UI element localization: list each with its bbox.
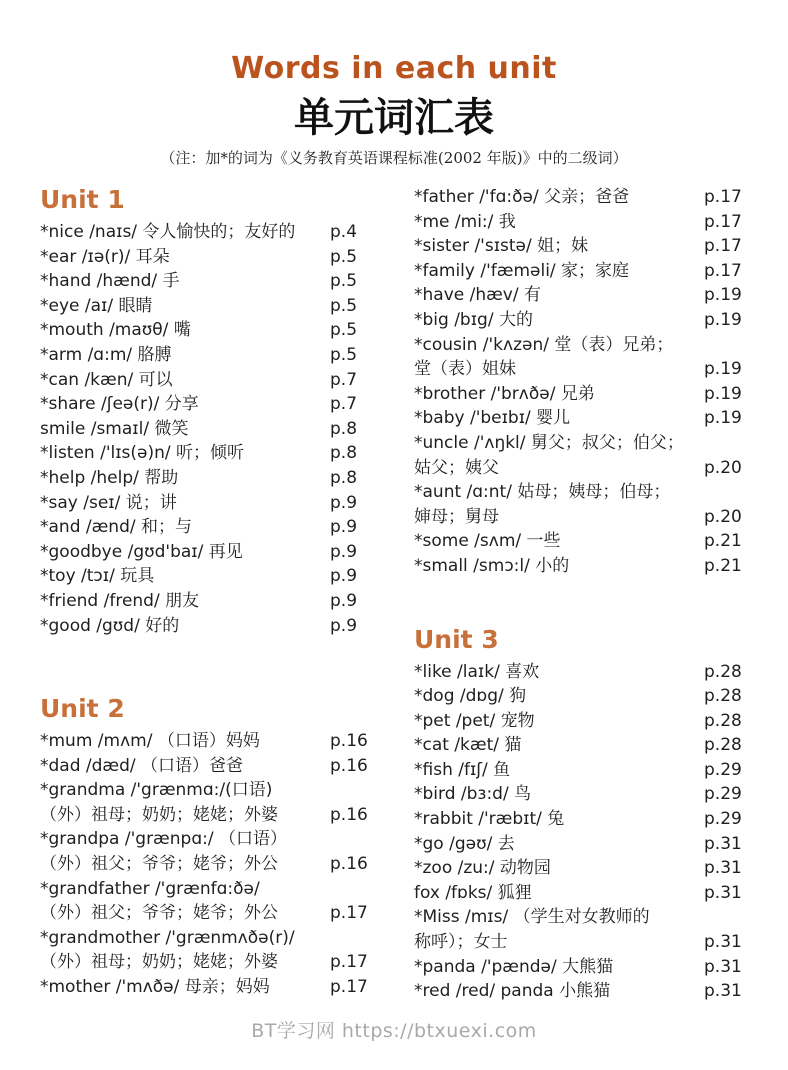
word-entry xyxy=(414,709,748,734)
word-entry-line xyxy=(414,357,748,382)
word-text: *ear /ɪə(r)/ 耳朵 xyxy=(40,246,170,267)
word-text: 婶母；舅母 xyxy=(414,506,499,527)
word-text: （外）祖母；奶奶；姥姥；外婆 xyxy=(40,804,278,825)
unit-header-unit-1: Unit 1 xyxy=(40,185,125,214)
word-text: *uncle /'ʌŋkl/ 舅父；叔父；伯父； xyxy=(414,432,684,453)
word-entry-line xyxy=(40,589,374,614)
word-entry-line xyxy=(40,778,374,803)
word-text: *can /kæn/ 可以 xyxy=(40,369,173,390)
word-entry-line xyxy=(40,950,374,975)
word-entry-line xyxy=(414,185,748,210)
word-entry xyxy=(40,392,374,417)
word-text: smile /smaɪl/ 微笑 xyxy=(40,418,189,439)
word-text: *goodbye /gʊd'baɪ/ 再见 xyxy=(40,541,243,562)
word-text: *share /ʃeə(r)/ 分享 xyxy=(40,394,199,415)
word-entry xyxy=(414,283,748,308)
page-number: p.19 xyxy=(704,285,742,306)
word-entry-line xyxy=(40,220,374,245)
page-number: p.5 xyxy=(330,344,358,365)
word-text: *red /red/ panda 小熊猫 xyxy=(414,981,611,1002)
word-text: *grandfather /'grænfɑ:ðə/ xyxy=(40,878,260,899)
word-text: *eye /aɪ/ 眼睛 xyxy=(40,295,153,316)
word-text: *go /gəʊ/ 去 xyxy=(414,833,515,854)
word-text: *panda /'pændə/ 大熊猫 xyxy=(414,956,614,977)
word-entry-line xyxy=(40,294,374,319)
unit-header-unit-2: Unit 2 xyxy=(40,694,125,724)
word-entry-line xyxy=(40,975,374,1000)
word-entry xyxy=(40,318,374,343)
word-text: *grandmother /'grænmʌðə(r)/ xyxy=(40,927,295,948)
word-text: *dog /dɒg/ 狗 xyxy=(414,686,527,707)
word-entry-line xyxy=(414,406,748,431)
word-entry-line xyxy=(40,318,374,343)
word-entry-line xyxy=(414,259,748,284)
word-entry xyxy=(40,515,374,540)
word-text: *good /gʊd/ 好的 xyxy=(40,615,180,636)
word-text: *mother /'mʌðə/ 母亲；妈妈 xyxy=(40,977,270,998)
word-text: 称呼）；女士 xyxy=(414,932,508,953)
page-number: p.16 xyxy=(330,755,368,776)
page-number: p.31 xyxy=(704,858,742,879)
word-entry xyxy=(40,441,374,466)
page-number: p.17 xyxy=(704,236,742,257)
page-number: p.5 xyxy=(330,320,358,341)
word-entry-line xyxy=(40,926,374,951)
word-entry xyxy=(40,975,374,1000)
word-text: *mouth /maʊθ/ 嘴 xyxy=(40,320,191,341)
page-number: p.29 xyxy=(704,759,742,780)
word-entry xyxy=(414,807,748,832)
word-text: （外）祖母；奶奶；姥姥；外婆 xyxy=(40,952,278,973)
word-entry xyxy=(40,368,374,393)
page-number: p.31 xyxy=(704,956,742,977)
right-column xyxy=(414,185,748,1004)
word-entry-line xyxy=(414,684,748,709)
word-text: *family /'fæməli/ 家；家庭 xyxy=(414,260,630,281)
word-text: *bird /bɜ:d/ 鸟 xyxy=(414,784,532,805)
page-number: p.19 xyxy=(704,309,742,330)
word-text: *toy /tɔɪ/ 玩具 xyxy=(40,566,155,587)
word-entry-line xyxy=(40,564,374,589)
page-number: p.17 xyxy=(704,211,742,232)
page-number: p.5 xyxy=(330,271,358,292)
unit-header-unit-3: Unit 3 xyxy=(414,624,499,654)
page-number: p.28 xyxy=(704,710,742,731)
word-text: *rabbit /'ræbɪt/ 兔 xyxy=(414,809,565,830)
word-entry xyxy=(40,343,374,368)
page-number: p.7 xyxy=(330,369,358,390)
word-entry-line xyxy=(40,827,374,852)
word-entry xyxy=(40,491,374,516)
word-entry xyxy=(414,758,748,783)
word-entry-line xyxy=(40,245,374,270)
word-entry-line xyxy=(414,881,748,906)
word-entry-line xyxy=(40,803,374,828)
word-entry xyxy=(40,827,374,876)
word-text: *pet /pet/ 宠物 xyxy=(414,710,535,731)
word-entry-line xyxy=(414,979,748,1004)
word-text: *friend /frend/ 朋友 xyxy=(40,590,200,611)
word-entry xyxy=(414,382,748,407)
page-number: p.17 xyxy=(704,187,742,207)
word-entry-line xyxy=(414,758,748,783)
word-entry xyxy=(414,259,748,284)
word-entry-line xyxy=(414,333,748,358)
page-title: Words in each unit xyxy=(231,51,557,86)
page-number: p.9 xyxy=(330,541,358,562)
page-number: p.9 xyxy=(330,492,358,513)
word-text: *grandma /'grænmɑ:/(口语) xyxy=(40,780,273,801)
word-entry xyxy=(40,729,374,754)
word-text: （外）祖父；爷爷；姥爷；外公 xyxy=(40,903,278,924)
word-entry-line xyxy=(40,877,374,902)
word-entry xyxy=(40,564,374,589)
page-subtitle-chinese: 单元词汇表 xyxy=(294,94,494,141)
word-entry-line xyxy=(40,392,374,417)
word-text: *nice /naɪs/ 令人愉快的；友好的 xyxy=(40,222,296,242)
word-entry xyxy=(40,926,374,975)
page-number: p.21 xyxy=(704,531,742,552)
word-text: *arm /ɑ:m/ 胳膊 xyxy=(40,344,172,365)
word-text: *listen /'lɪs(ə)n/ 听；倾听 xyxy=(40,443,245,464)
page-number: p.20 xyxy=(704,506,742,527)
word-entry-line xyxy=(40,515,374,540)
word-entry xyxy=(414,782,748,807)
page-number: p.16 xyxy=(330,731,368,752)
word-entry xyxy=(414,979,748,1004)
word-entry xyxy=(414,406,748,431)
word-entry xyxy=(414,431,748,480)
word-text: *Miss /mɪs/ （学生对女教师的 xyxy=(414,907,650,928)
word-entry xyxy=(40,754,374,779)
word-entry xyxy=(40,778,374,827)
page-number: p.8 xyxy=(330,467,358,488)
page-number: p.9 xyxy=(330,590,358,611)
word-entry-line xyxy=(414,554,748,579)
word-entry-line xyxy=(40,540,374,565)
page-number: p.21 xyxy=(704,555,742,576)
word-list-columns xyxy=(40,185,748,1004)
word-entry-line xyxy=(414,456,748,481)
word-entry-line xyxy=(414,480,748,505)
word-entry-line xyxy=(40,368,374,393)
word-entry-line xyxy=(414,832,748,857)
word-entry-line xyxy=(414,905,748,930)
word-entry-line xyxy=(414,930,748,955)
word-entry xyxy=(414,684,748,709)
word-entry-line xyxy=(414,709,748,734)
word-entry xyxy=(414,185,748,210)
word-entry xyxy=(414,832,748,857)
word-entry-line xyxy=(40,343,374,368)
word-text: *sister /'sɪstə/ 姐；妹 xyxy=(414,236,589,257)
word-text: *say /seɪ/ 说；讲 xyxy=(40,492,177,513)
word-entry xyxy=(414,856,748,881)
page-number: p.28 xyxy=(704,735,742,756)
page-number: p.19 xyxy=(704,408,742,429)
word-text: *cousin /'kʌzən/ 堂（表）兄弟； xyxy=(414,334,674,355)
word-entry-line xyxy=(414,505,748,530)
page-number: p.28 xyxy=(704,686,742,707)
word-entry xyxy=(414,480,748,529)
word-entry-line xyxy=(414,955,748,980)
word-entry-line xyxy=(414,210,748,235)
word-text: *dad /dæd/ （口语）爸爸 xyxy=(40,755,244,776)
word-entry-line xyxy=(40,491,374,516)
page-number: p.20 xyxy=(704,457,742,478)
word-entry xyxy=(40,294,374,319)
word-entry xyxy=(414,529,748,554)
page-number: p.9 xyxy=(330,615,358,636)
word-entry xyxy=(40,877,374,926)
word-text: fox /fɒks/ 狐狸 xyxy=(414,882,532,903)
note-line: （注：加*的词为《义务教育英语课程标准(2002 年版)》中的二级词） xyxy=(160,149,628,167)
page-number: p.19 xyxy=(704,359,742,380)
word-text: *small /smɔ:l/ 小的 xyxy=(414,555,570,576)
page-number: p.4 xyxy=(330,222,358,242)
word-entry xyxy=(40,614,374,639)
word-entry-line xyxy=(414,431,748,456)
word-entry xyxy=(414,660,748,685)
word-entry xyxy=(414,333,748,382)
page-number: p.31 xyxy=(704,882,742,903)
word-text: *father /'fɑ:ðə/ 父亲；爸爸 xyxy=(414,187,630,207)
page-number: p.16 xyxy=(330,854,368,875)
page-number: p.9 xyxy=(330,517,358,538)
word-entry xyxy=(40,245,374,270)
word-entry xyxy=(414,905,748,954)
word-entry-line xyxy=(40,614,374,639)
word-text: *baby /'beɪbɪ/ 婴儿 xyxy=(414,408,571,429)
word-entry-line xyxy=(414,782,748,807)
word-text: *brother /'brʌðə/ 兄弟 xyxy=(414,383,595,404)
word-entry-line xyxy=(414,283,748,308)
word-entry xyxy=(414,881,748,906)
word-text: *cat /kæt/ 猫 xyxy=(414,735,522,756)
word-text: *hand /hænd/ 手 xyxy=(40,271,180,292)
word-text: *grandpa /'grænpɑ:/ （口语） xyxy=(40,829,287,850)
word-entry-line xyxy=(40,466,374,491)
word-entry xyxy=(40,589,374,614)
word-text: *aunt /ɑ:nt/ 姑母；姨母；伯母； xyxy=(414,482,671,503)
word-entry xyxy=(40,220,374,245)
word-entry xyxy=(414,308,748,333)
page-number: p.29 xyxy=(704,809,742,830)
word-text: *like /laɪk/ 喜欢 xyxy=(414,661,540,682)
word-entry xyxy=(414,210,748,235)
page-number: p.5 xyxy=(330,295,358,316)
word-text: *mum /mʌm/ （口语）妈妈 xyxy=(40,731,260,752)
page-number: p.5 xyxy=(330,246,358,267)
word-entry-line xyxy=(40,852,374,877)
word-entry-line xyxy=(414,856,748,881)
page-number: p.17 xyxy=(704,260,742,281)
page-number: p.28 xyxy=(704,661,742,682)
word-entry-line xyxy=(414,529,748,554)
word-entry-line xyxy=(40,441,374,466)
word-text: *some /sʌm/ 一些 xyxy=(414,531,561,552)
page-number: p.29 xyxy=(704,784,742,805)
left-column xyxy=(40,185,374,1004)
page-number: p.17 xyxy=(330,903,368,924)
word-text: *big /bɪg/ 大的 xyxy=(414,309,533,330)
page-number: p.19 xyxy=(704,383,742,404)
watermark: BT学习网 https://btxuexi.com xyxy=(251,1020,537,1042)
word-entry xyxy=(414,955,748,980)
word-entry-line xyxy=(40,417,374,442)
word-entry-line xyxy=(40,269,374,294)
word-text: *zoo /zu:/ 动物园 xyxy=(414,858,551,879)
word-entry xyxy=(414,554,748,579)
word-entry-line xyxy=(414,733,748,758)
word-entry xyxy=(40,466,374,491)
word-entry xyxy=(414,234,748,259)
page-number: p.17 xyxy=(330,952,368,973)
section-gap xyxy=(414,579,748,625)
word-entry-line xyxy=(414,308,748,333)
page-number: p.8 xyxy=(330,418,358,439)
word-entry xyxy=(414,733,748,758)
word-text: *and /ænd/ 和；与 xyxy=(40,517,193,538)
word-text: 姑父；姨父 xyxy=(414,457,499,478)
page-number: p.7 xyxy=(330,394,358,415)
word-entry xyxy=(40,540,374,565)
page-number: p.31 xyxy=(704,932,742,953)
page-number: p.8 xyxy=(330,443,358,464)
word-text: （外）祖父；爷爷；姥爷；外公 xyxy=(40,854,278,875)
word-text: *me /mi:/ 我 xyxy=(414,211,516,232)
word-entry-line xyxy=(40,729,374,754)
word-entry-line xyxy=(414,234,748,259)
word-entry-line xyxy=(414,382,748,407)
word-text: *help /help/ 帮助 xyxy=(40,467,179,488)
section-gap xyxy=(40,638,374,694)
page-number: p.31 xyxy=(704,981,742,1002)
word-text: 堂（表）姐妹 xyxy=(414,359,516,380)
page-number: p.9 xyxy=(330,566,358,587)
page-number: p.16 xyxy=(330,804,368,825)
word-entry-line xyxy=(414,807,748,832)
word-text: *have /hæv/ 有 xyxy=(414,285,542,306)
page-number: p.17 xyxy=(330,977,368,998)
word-entry-line xyxy=(40,901,374,926)
word-entry xyxy=(40,417,374,442)
word-entry-line xyxy=(414,660,748,685)
word-entry-line xyxy=(40,754,374,779)
word-text: *fish /fɪʃ/ 鱼 xyxy=(414,759,511,780)
page-number: p.31 xyxy=(704,833,742,854)
word-entry xyxy=(40,269,374,294)
